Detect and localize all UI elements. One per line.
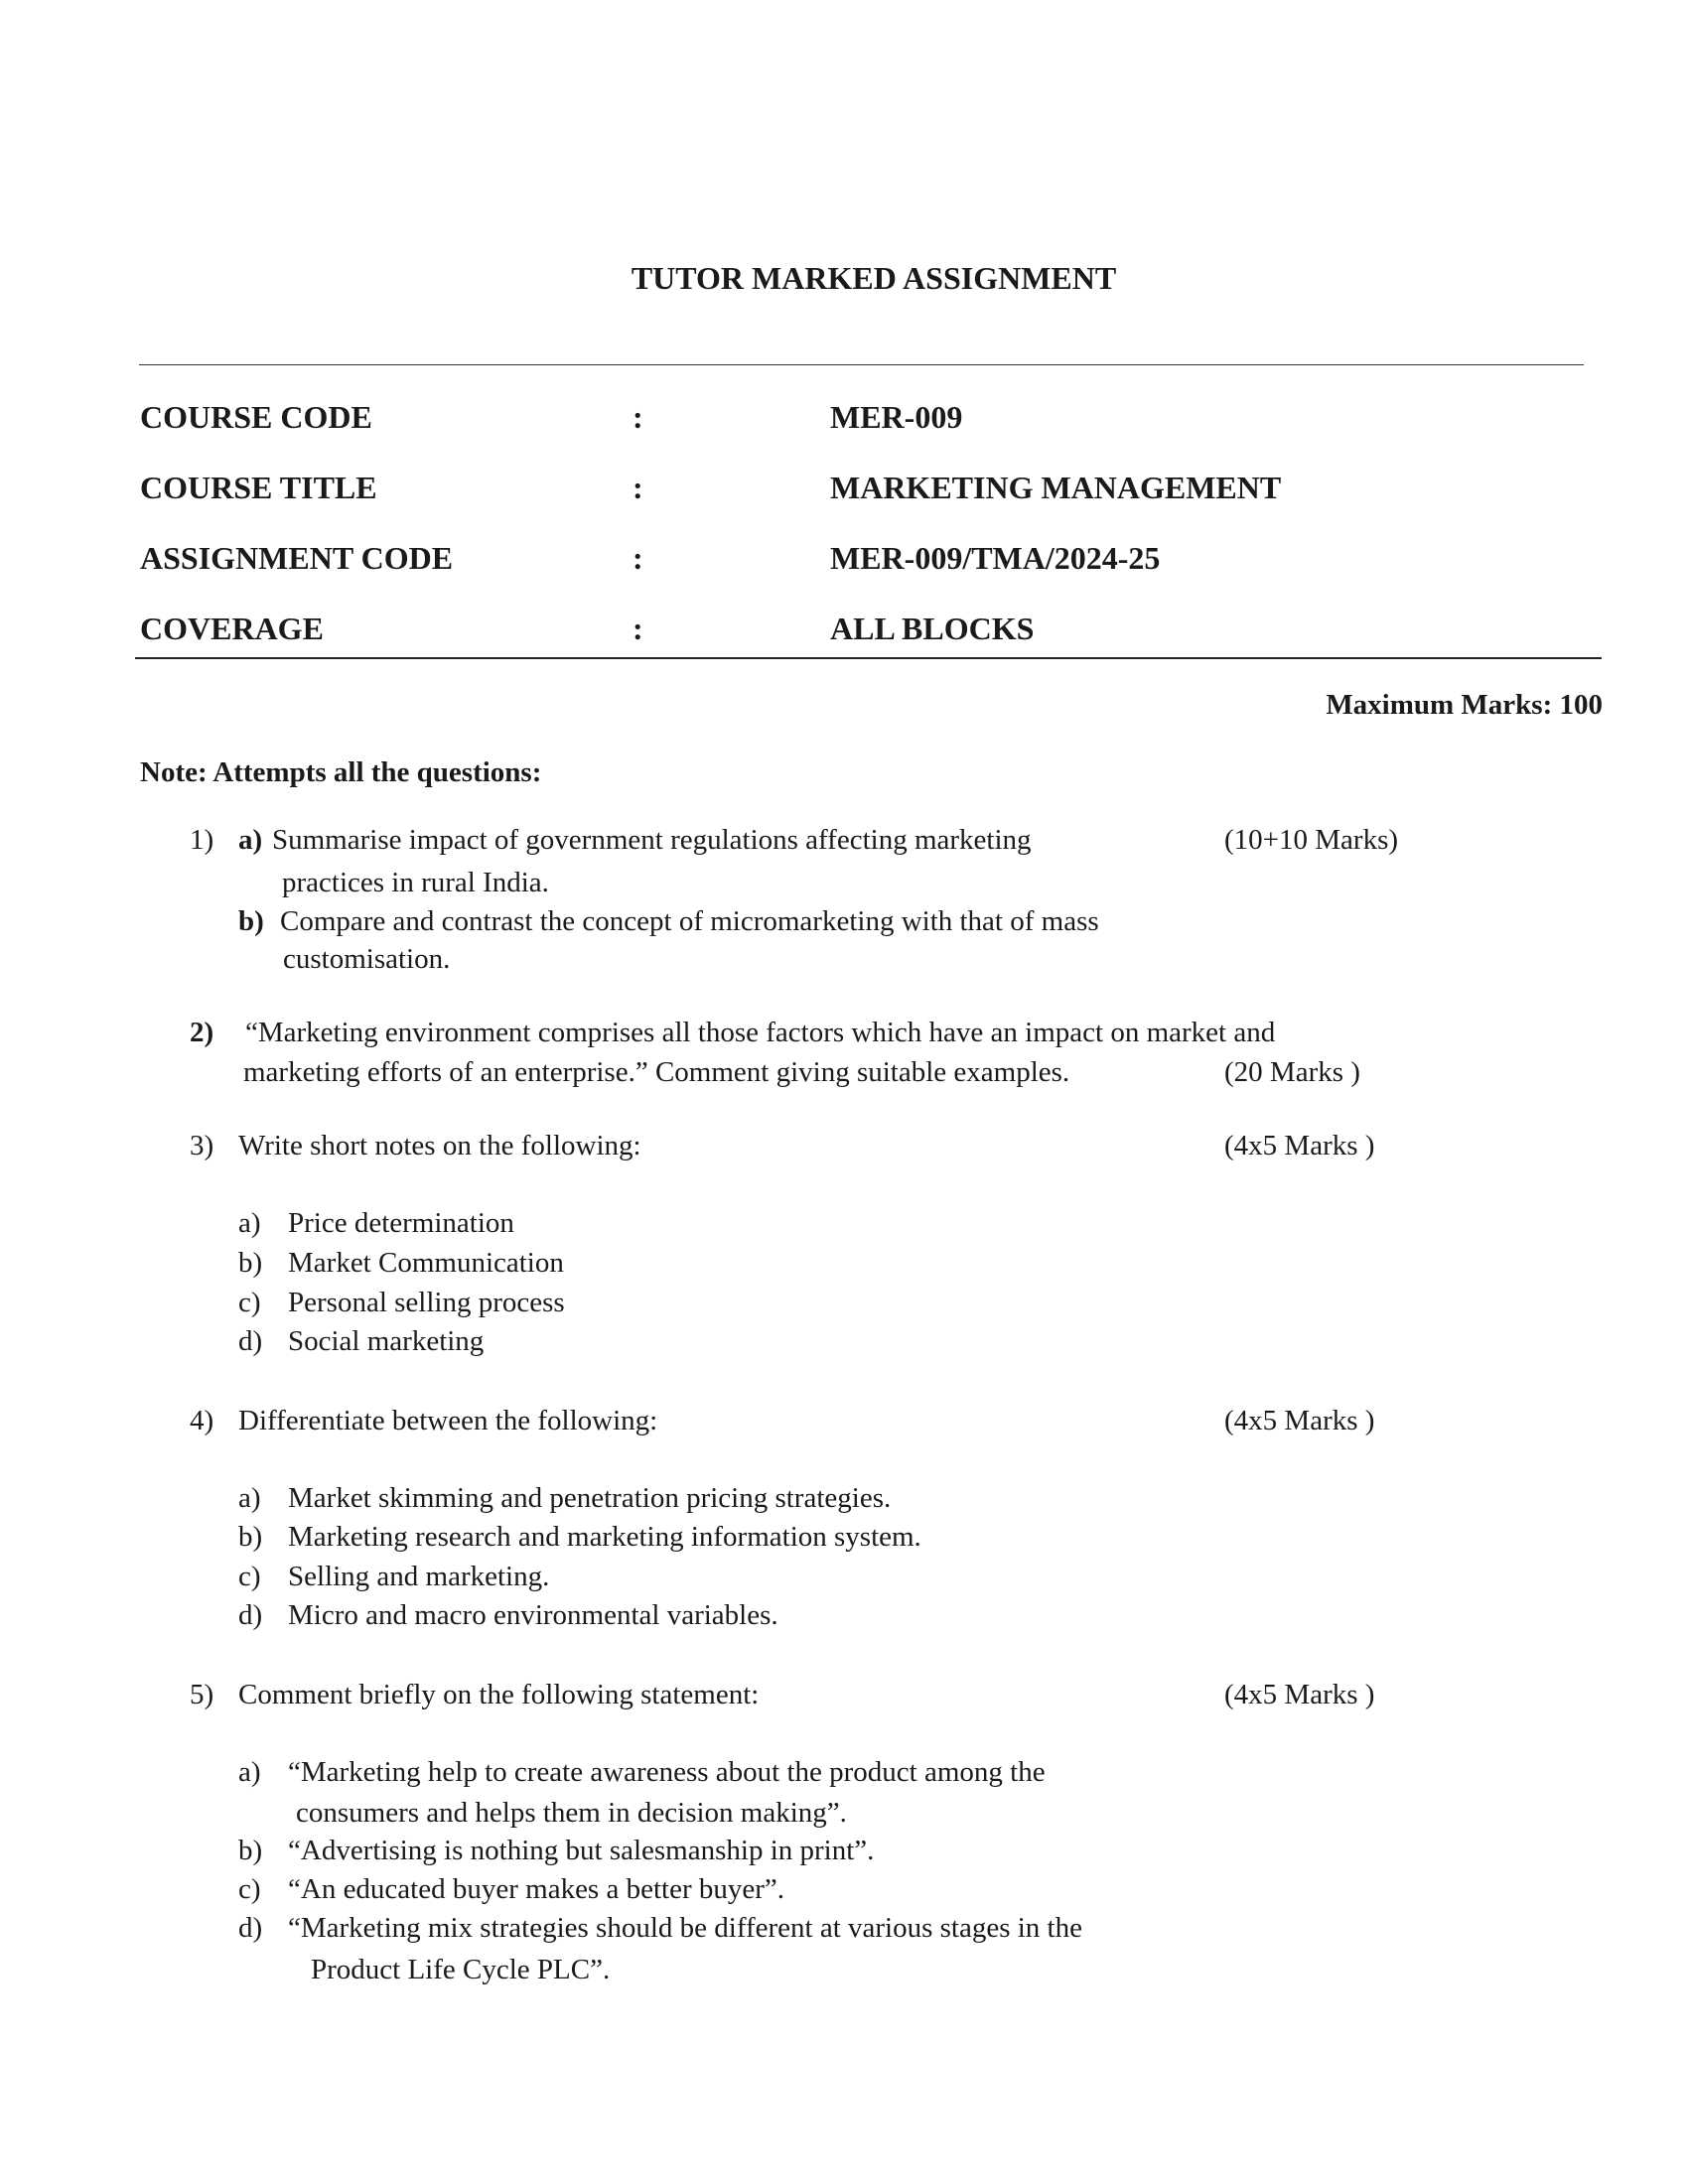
- q4-text: Differentiate between the following:: [238, 1405, 658, 1436]
- q3-item-c-text: Personal selling process: [288, 1287, 565, 1318]
- q4-item-a-text: Market skimming and penetration pricing strategies.: [288, 1482, 892, 1514]
- course-title-sep: :: [633, 470, 643, 505]
- q1-b-label: b): [238, 905, 264, 937]
- q4-item-a-label: a): [238, 1482, 261, 1514]
- assignment-code-sep: :: [633, 540, 643, 576]
- course-code-value: MER-009: [830, 399, 963, 435]
- q1-a-line1: Summarise impact of government regulations affecting marketing: [272, 824, 1032, 856]
- course-code-sep: :: [633, 399, 643, 435]
- header-divider: [135, 657, 1602, 659]
- q5-a-line2: consumers and helps them in decision making”.: [296, 1797, 847, 1829]
- q5-marks: (4x5 Marks ): [1224, 1679, 1375, 1710]
- q3-text: Write short notes on the following:: [238, 1130, 641, 1161]
- q4-marks: (4x5 Marks ): [1224, 1405, 1375, 1436]
- coverage-label: COVERAGE: [140, 611, 324, 646]
- q4-item-b-text: Marketing research and marketing information system.: [288, 1521, 921, 1553]
- q1-b-line2: customisation.: [283, 943, 451, 975]
- assignment-code-label: ASSIGNMENT CODE: [140, 540, 454, 576]
- q4-number: 4): [190, 1405, 214, 1436]
- q5-text: Comment briefly on the following statement:: [238, 1679, 760, 1710]
- q3-item-d-label: d): [238, 1325, 263, 1357]
- q5-d-line1: “Marketing mix strategies should be different at various stages in the: [288, 1912, 1082, 1944]
- q1-marks: (10+10 Marks): [1224, 824, 1399, 856]
- q3-item-b-label: b): [238, 1247, 263, 1279]
- q3-item-d-text: Social marketing: [288, 1325, 485, 1357]
- top-divider: [139, 364, 1584, 365]
- q5-c-text: “An educated buyer makes a better buyer”.: [288, 1873, 785, 1905]
- q3-marks: (4x5 Marks ): [1224, 1130, 1375, 1161]
- note: Note: Attempts all the questions:: [140, 756, 542, 788]
- q5-b-text: “Advertising is nothing but salesmanship in print”.: [288, 1835, 875, 1866]
- q3-item-c-label: c): [238, 1287, 261, 1318]
- q4-item-c-label: c): [238, 1561, 261, 1592]
- assignment-code-value: MER-009/TMA/2024-25: [830, 540, 1161, 576]
- q1-a-label: a): [238, 824, 263, 856]
- q5-d-label: d): [238, 1912, 263, 1944]
- q1-number: 1): [190, 824, 214, 856]
- q1-b-line1: Compare and contrast the concept of micromarketing with that of mass: [280, 905, 1099, 937]
- coverage-value: ALL BLOCKS: [830, 611, 1035, 646]
- q1-a-line2: practices in rural India.: [282, 867, 549, 898]
- q5-number: 5): [190, 1679, 214, 1710]
- q3-item-b-text: Market Communication: [288, 1247, 564, 1279]
- page-title: TUTOR MARKED ASSIGNMENT: [631, 260, 1117, 296]
- q3-item-a-label: a): [238, 1207, 261, 1239]
- q4-item-b-label: b): [238, 1521, 263, 1553]
- q4-item-d-label: d): [238, 1599, 263, 1631]
- q2-number: 2): [190, 1017, 214, 1048]
- q3-number: 3): [190, 1130, 214, 1161]
- course-code-label: COURSE CODE: [140, 399, 372, 435]
- q2-line2: marketing efforts of an enterprise.” Comment giving suitable examples.: [243, 1056, 1070, 1088]
- q4-item-d-text: Micro and macro environmental variables.: [288, 1599, 778, 1631]
- q5-d-line2: Product Life Cycle PLC”.: [311, 1954, 611, 1985]
- coverage-sep: :: [633, 611, 643, 646]
- q5-a-label: a): [238, 1756, 261, 1788]
- q5-a-line1: “Marketing help to create awareness about the product among the: [288, 1756, 1046, 1788]
- q2-line1: “Marketing environment comprises all those factors which have an impact on market and: [245, 1017, 1276, 1048]
- q4-item-c-text: Selling and marketing.: [288, 1561, 550, 1592]
- maximum-marks: Maximum Marks: 100: [1326, 689, 1603, 721]
- q5-c-label: c): [238, 1873, 261, 1905]
- q5-b-label: b): [238, 1835, 263, 1866]
- q2-marks: (20 Marks ): [1224, 1056, 1360, 1088]
- course-title-label: COURSE TITLE: [140, 470, 377, 505]
- q3-item-a-text: Price determination: [288, 1207, 514, 1239]
- course-title-value: MARKETING MANAGEMENT: [830, 470, 1282, 505]
